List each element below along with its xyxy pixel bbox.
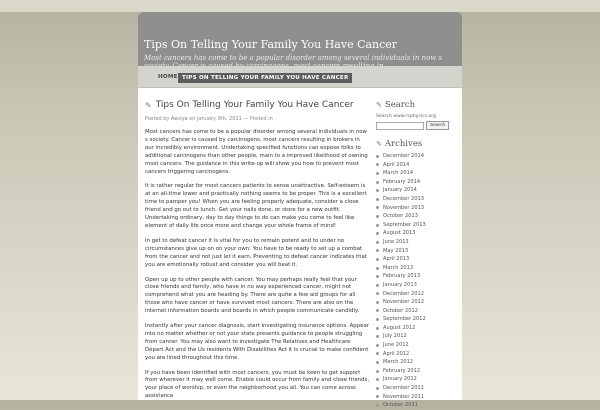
bullet-icon <box>376 232 379 235</box>
archive-item[interactable] <box>376 332 456 341</box>
archive-item[interactable] <box>376 341 456 350</box>
archive-item[interactable] <box>376 238 456 247</box>
archive-link[interactable]: March 2013 <box>383 264 414 271</box>
post-title-text[interactable]: Tips On Telling Your Family You Have Cancer <box>155 100 354 110</box>
archive-item[interactable] <box>376 324 456 333</box>
bullet-icon <box>376 215 379 218</box>
archive-item[interactable] <box>376 178 456 187</box>
post-author-link[interactable]: Aeciya <box>171 116 188 122</box>
archive-item[interactable] <box>376 204 456 213</box>
bullet-icon <box>376 318 379 321</box>
bullet-icon <box>376 163 379 166</box>
post-meta-date: on January 9th, 2011 — Posted in <box>189 116 273 122</box>
archive-item[interactable] <box>376 315 456 324</box>
bullet-icon <box>376 370 379 373</box>
bullet-icon <box>376 206 379 209</box>
archive-link[interactable]: June 2013 <box>383 238 409 245</box>
bullet-icon <box>376 395 379 398</box>
post-body <box>145 129 370 401</box>
search-label: Search www.rsphysics.org <box>376 114 436 119</box>
archive-item[interactable] <box>376 195 456 204</box>
archive-item[interactable] <box>376 307 456 316</box>
archive-link[interactable]: February 2014 <box>383 178 421 185</box>
top-strip <box>0 0 600 12</box>
search-button[interactable]: Search <box>426 121 449 130</box>
search-heading-text: Search <box>384 100 416 110</box>
archive-link[interactable]: March 2012 <box>383 359 414 366</box>
bullet-icon <box>376 352 379 355</box>
archive-link[interactable]: January 2012 <box>383 376 417 383</box>
archive-link[interactable]: November 2012 <box>383 299 425 306</box>
post-paragraph: If you have been identified with most cancers, you must be keen to get support from wherever it may well come. Enable could occur from family and close friends, your place of worship, or even the neighborhood you all. You can come across assistance <box>145 369 370 400</box>
archive-item[interactable] <box>376 152 456 161</box>
archives-heading-text: Archives <box>384 139 423 149</box>
bullet-icon <box>376 327 379 330</box>
post-paragraph: Instantly after your cancer diagnosis, start investigating insurance options. Appear into no matter whether or not your state presents guidance to people struggling from cancer. You may also want to investigate The Relatives and Healthcare Depart Act and the Us residents With Disabilities Act it is crucial to make confident you are lined throughout this time. <box>145 323 369 361</box>
archive-item[interactable] <box>376 281 456 290</box>
archive-link[interactable]: December 2014 <box>383 153 424 159</box>
archive-item[interactable] <box>376 290 456 299</box>
post-paragraph: Most cancers has come to be a popular disorder among several individuals in now s society. Cancer is caused by carcinogens, most cancers resulting in brokers in our incredibly environment. Undertaking specified functions can expose folks to additional carcinogens than other people, main to a improved likelihood of owning most cancers. The guidance in this write-up will show you how to prevent most cancers triggering carcinogens. <box>145 129 368 175</box>
archive-link[interactable]: September 2013 <box>383 221 426 228</box>
archive-link[interactable]: January 2014 <box>383 187 417 194</box>
bullet-icon <box>376 404 379 407</box>
bullet-icon <box>376 267 379 270</box>
bullet-icon <box>376 172 379 175</box>
bullet-icon <box>376 189 379 192</box>
archive-link[interactable]: November 2011 <box>383 393 425 400</box>
archive-item[interactable] <box>376 367 456 376</box>
bullet-icon <box>376 275 379 278</box>
archive-link[interactable]: November 2013 <box>383 204 425 211</box>
sidebar <box>376 100 456 410</box>
archives <box>376 139 456 410</box>
archive-item[interactable] <box>376 247 456 256</box>
site-description: Most cancers has come to be a popular disorder among several individuals in now s <box>144 54 443 62</box>
bullet-icon <box>376 181 379 184</box>
pin-icon: ✎ <box>145 100 152 110</box>
nav-item-home[interactable]: HOME <box>158 74 178 80</box>
post-meta-prefix: Posted by <box>145 116 170 122</box>
archive-item[interactable] <box>376 375 456 384</box>
main-nav <box>138 66 462 88</box>
archive-link[interactable]: June 2012 <box>383 342 409 349</box>
archive-item[interactable] <box>376 384 456 393</box>
nav-item-current-post[interactable]: TIPS ON TELLING YOUR FAMILY YOU HAVE CANCER <box>178 73 352 83</box>
search-row <box>376 121 456 130</box>
bullet-icon <box>376 249 379 252</box>
bullet-icon <box>376 284 379 287</box>
archive-item[interactable] <box>376 298 456 307</box>
bullet-icon <box>376 292 379 295</box>
archive-item[interactable] <box>376 229 456 238</box>
archive-item[interactable] <box>376 272 456 281</box>
post-paragraph: In get to defeat cancer it is vital for you to remain potent and to under no circumstances give up on on your own. You have to be ready to set up a combat from the cancer and not just let it earn. Preventing to defeat cancer indicates that you are emotionally robust and consider you will beat it. <box>145 237 367 268</box>
archive-item[interactable] <box>376 255 456 264</box>
bullet-icon <box>376 155 379 158</box>
bullet-icon <box>376 309 379 312</box>
archives-heading <box>376 139 456 149</box>
bullet-icon <box>376 344 379 347</box>
archive-link[interactable]: December 2011 <box>383 385 424 392</box>
bullet-icon <box>376 361 379 364</box>
archive-link[interactable]: May 2013 <box>383 247 409 254</box>
pin-icon: ✎ <box>376 140 382 148</box>
bullet-icon <box>376 335 379 338</box>
bullet-icon <box>376 301 379 304</box>
archive-item[interactable] <box>376 186 456 195</box>
bullet-icon <box>376 224 379 227</box>
archive-link[interactable]: September 2012 <box>383 316 426 323</box>
archive-item[interactable] <box>376 212 456 221</box>
archive-item[interactable] <box>376 221 456 230</box>
archive-item[interactable] <box>376 393 456 402</box>
post-paragraph: It is rather regular for most cancers patients to sense unattractive. Self-esteem is at an all-time lower and practically nothing seems to be proper. This is a excellent time to pamper you! When you are feeling properly adequate, consider a close friend and go out to lunch. Get your nails done, or store for a new outfit. Undertaking ordinary, day to day things to do can make you come to feel like element of daily life once more and change your whole frame of mind! <box>145 183 367 229</box>
archive-item[interactable] <box>376 358 456 367</box>
archive-list <box>376 152 456 410</box>
archive-link[interactable]: December 2012 <box>383 290 424 297</box>
archive-link[interactable]: October 2013 <box>383 213 418 220</box>
pin-icon: ✎ <box>376 101 382 109</box>
archive-item[interactable] <box>376 350 456 359</box>
bullet-icon <box>376 378 379 381</box>
archive-item[interactable] <box>376 264 456 273</box>
archive-item[interactable] <box>376 161 456 170</box>
post-meta <box>145 116 370 122</box>
archive-link[interactable]: October 2011 <box>383 402 418 409</box>
post-paragraph: Open up up to other people with cancer. You may perhaps really feel that your close friends and family, who have in no way experienced cancer, might not comprehend what you are heading by. There are quite a few aid groups for all those who have cancer or have survived most cancers. There are also on the internet information boards and boards in which people communicate candidly. <box>145 276 360 315</box>
archive-link[interactable]: August 2013 <box>383 230 416 237</box>
archive-link[interactable]: April 2012 <box>383 350 410 357</box>
archive-item[interactable] <box>376 401 456 410</box>
archive-link[interactable]: February 2012 <box>383 367 421 374</box>
bullet-icon <box>376 241 379 244</box>
search-input[interactable] <box>376 122 424 130</box>
bullet-icon <box>376 258 379 261</box>
post-title <box>145 100 370 110</box>
bullet-icon <box>376 387 379 390</box>
archive-link[interactable]: February 2013 <box>383 273 421 280</box>
site-title[interactable]: Tips On Telling Your Family You Have Cancer <box>144 38 398 51</box>
archive-item[interactable] <box>376 169 456 178</box>
archive-link[interactable]: August 2012 <box>383 324 416 331</box>
bullet-icon <box>376 198 379 201</box>
archive-link[interactable]: April 2014 <box>383 161 410 168</box>
post <box>145 100 370 401</box>
archive-link[interactable]: January 2013 <box>383 281 417 288</box>
archive-link[interactable]: March 2014 <box>383 170 414 177</box>
archive-link[interactable]: April 2013 <box>383 256 410 263</box>
site-header <box>138 12 462 66</box>
archive-link[interactable]: December 2013 <box>383 195 424 202</box>
archive-link[interactable]: July 2012 <box>383 333 407 340</box>
search-heading <box>376 100 456 110</box>
archive-link[interactable]: October 2012 <box>383 307 418 314</box>
